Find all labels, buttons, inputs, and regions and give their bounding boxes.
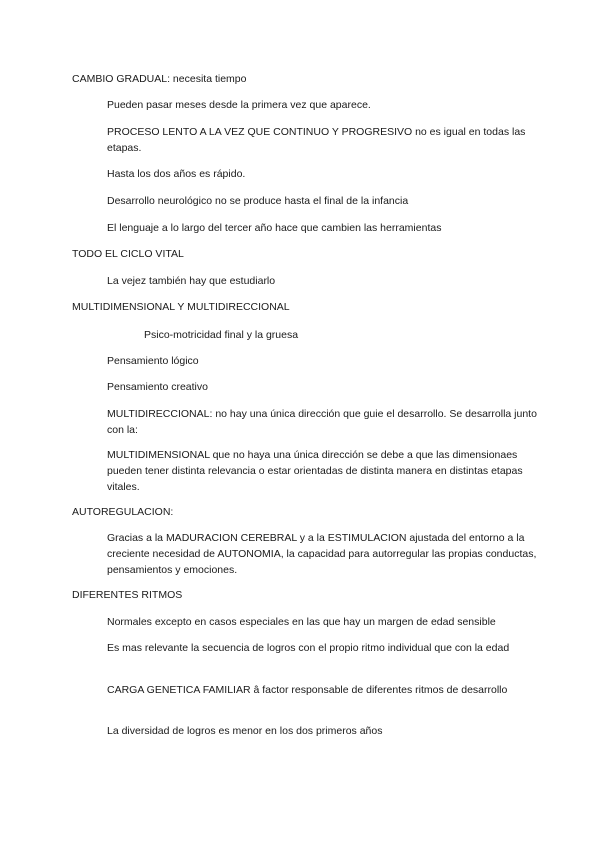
- bullet-text: Desarrollo neurológico no se produce hasta el final de la infancia: [107, 195, 409, 207]
- bullet-text: La diversidad de logros es menor en los dos primeros años: [107, 725, 383, 737]
- bullet-text: Hasta los dos años es rápido.: [107, 168, 246, 180]
- bullet-text: La vejez también hay que estudiarlo: [107, 275, 276, 287]
- section-heading-diferentes-ritmos: DIFERENTES RITMOS: [72, 589, 183, 601]
- bullet-text: Normales excepto en casos especiales en las que hay un margen de edad sensible: [107, 616, 496, 628]
- bullet-text: PROCESO LENTO A LA VEZ QUE CONTINUO Y PROGRESIVO no es igual en todas las etapas.: [107, 126, 526, 154]
- bullet-text: Gracias a la MADURACION CEREBRAL y a la ESTIMULACION ajustada del entorno a la creciente necesidad de AUTONOMIA, la capacidad para autorregular las propias conductas, pensamientos y emociones.: [107, 532, 537, 576]
- section-heading-cambio-gradual: CAMBIO GRADUAL: necesita tiempo: [72, 73, 247, 85]
- bullet-text: CARGA GENETICA FAMILIAR â factor responsable de diferentes ritmos de desarrollo: [107, 684, 508, 696]
- bullet-text: Pueden pasar meses desde la primera vez que aparece.: [107, 99, 371, 111]
- section-heading-multidimensional: MULTIDIMENSIONAL Y MULTIDIRECCIONAL: [72, 301, 290, 313]
- bullet-text: El lenguaje a lo largo del tercer año hace que cambien las herramientas: [107, 222, 442, 234]
- bullet-text: Pensamiento lógico: [107, 355, 199, 367]
- bullet-text: MULTIDIRECCIONAL: no hay una única dirección que guie el desarrollo. Se desarrolla junto con la:: [107, 408, 537, 436]
- sub-bullet-text: Psico-motricidad final y la gruesa: [144, 329, 299, 341]
- bullet-text: Es mas relevante la secuencia de logros con el propio ritmo individual que con la edad: [107, 642, 510, 654]
- bullet-text: MULTIDIMENSIONAL que no haya una única dirección se debe a que las dimensionaes pueden tener distinta relevancia o estar orientadas de distinta manera en distintas etapas vitales.: [107, 449, 523, 493]
- bullet-text: Pensamiento creativo: [107, 381, 208, 393]
- section-heading-autoregulacion: AUTOREGULACION:: [72, 506, 174, 518]
- section-heading-ciclo-vital: TODO EL CICLO VITAL: [72, 248, 184, 260]
